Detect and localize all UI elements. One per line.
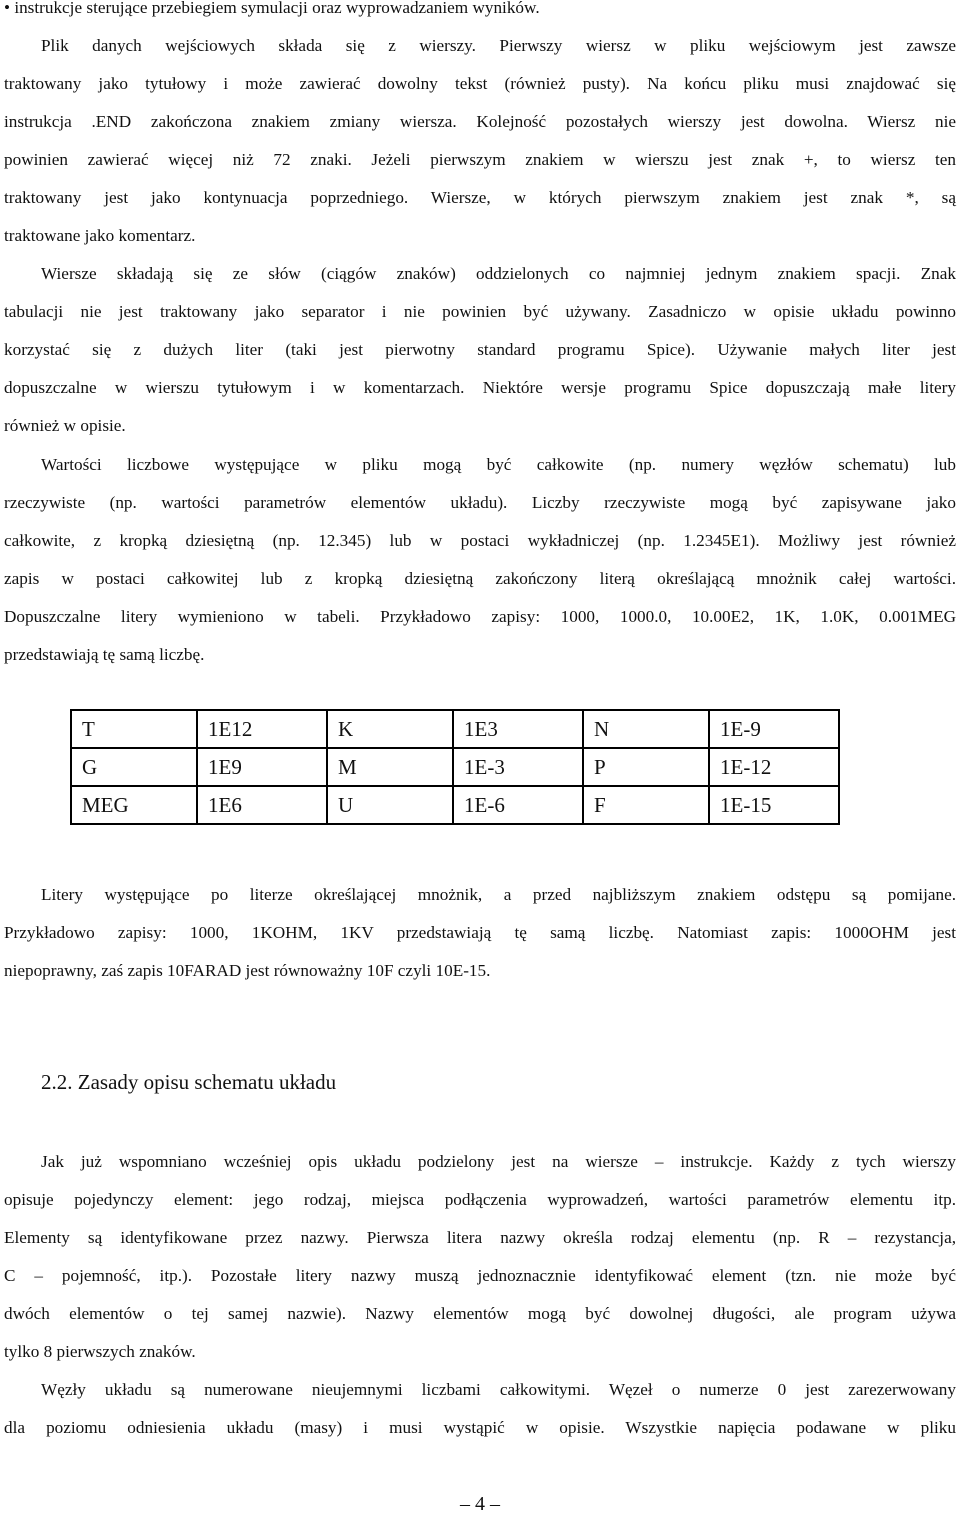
text-line: dla poziomu odniesienia układu (masy) i musi wystąpić w opisie. Wszystkie napięcia podawane w pliku — [4, 1418, 956, 1437]
table-cell: 1E6 — [197, 786, 327, 824]
table-cell: 1E-6 — [453, 786, 583, 824]
table-cell: MEG — [71, 786, 197, 824]
page-number: – 4 – — [460, 1493, 500, 1515]
text-line: Dopuszczalne litery wymieniono w tabeli. Przykładowo zapisy: 1000, 1000.0, 10.00E2, 1K, 1.0K, 0.001MEG — [4, 607, 956, 626]
table-cell: P — [583, 748, 709, 786]
text-line: dwóch elementów o tej samej nazwie). Nazwy elementów mogą być dowolnej długości, ale program używa — [4, 1304, 956, 1323]
table-row — [71, 710, 839, 748]
text-line: Litery występujące po literze określającej mnożnik, a przed najbliższym znakiem odstępu są pomijane. — [41, 885, 956, 904]
table-cell: T — [71, 710, 197, 748]
text-line: tylko 8 pierwszych znaków. — [4, 1342, 196, 1361]
bullet-item: • instrukcje sterujące przebiegiem symulacji oraz wyprowadzaniem wyników. — [4, 0, 540, 17]
text-line: Jak już wspomniano wcześniej opis układu podzielony jest na wiersze – instrukcje. Każdy z tych wierszy — [41, 1152, 956, 1171]
text-line: Węzły układu są numerowane nieujemnymi liczbami całkowitymi. Węzeł o numerze 0 jest zarezerwowany — [41, 1380, 956, 1399]
text-line: traktowany jako tytułowy i może zawierać dowolny tekst (również pusty). Na końcu pliku musi znajdować się — [4, 74, 956, 93]
table-cell: F — [583, 786, 709, 824]
text-line: rzeczywiste (np. wartości parametrów elementów układu). Liczby rzeczywiste mogą być zapisywane jako — [4, 493, 956, 512]
text-line: korzystać się z dużych liter (taki jest pierwotny standard programu Spice). Używanie małych liter jest — [4, 340, 956, 359]
table-cell: N — [583, 710, 709, 748]
text-line: traktowany jest jako kontynuacja poprzedniego. Wiersze, w których pierwszym znakiem jest znak *, są — [4, 188, 956, 207]
text-line: Wiersze składają się ze słów (ciągów znaków) oddzielonych co najmniej jednym znakiem spacji. Znak — [41, 264, 956, 283]
text-line: również w opisie. — [4, 416, 126, 435]
text-line: przedstawiają tę samą liczbę. — [4, 645, 205, 664]
text-line: niepoprawny, zaś zapis 10FARAD jest równoważny 10F czyli 10E-15. — [4, 961, 491, 980]
text-line: tabulacji nie jest traktowany jako separator i nie powinien być używany. Zasadniczo w opisie układu powinno — [4, 302, 956, 321]
table-cell: 1E-12 — [709, 748, 839, 786]
text-line: instrukcja .END zakończona znakiem zmiany wiersza. Kolejność pozostałych wierszy jest dowolna. Wiersz nie — [4, 112, 956, 131]
text-line: Plik danych wejściowych składa się z wierszy. Pierwszy wiersz w pliku wejściowym jest zawsze — [41, 36, 956, 55]
table-cell: 1E-3 — [453, 748, 583, 786]
text-line: całkowite, z kropką dziesiętną (np. 12.345) lub w postaci wykładniczej (np. 1.2345E1). Możliwy jest również — [4, 531, 956, 550]
table-cell: 1E-9 — [709, 710, 839, 748]
table-cell: 1E12 — [197, 710, 327, 748]
text-line: powinien zawierać więcej niż 72 znaki. Jeżeli pierwszym znakiem w wierszu jest znak +, to wiersz ten — [4, 150, 956, 169]
text-line: Przykładowo zapisy: 1000, 1KOHM, 1KV przedstawiają tę samą liczbę. Natomiast zapis: 1000OHM jest — [4, 923, 956, 942]
table-row — [71, 786, 839, 824]
text-line: opisuje pojedynczy element: jego rodzaj, miejsca podłączenia wyprowadzeń, wartości parametrów elementu itp. — [4, 1190, 956, 1209]
text-line: zapis w postaci całkowitej lub z kropką dziesiętną zakończony literą określającą mnożnik całej wartości. — [4, 569, 956, 588]
table-cell: G — [71, 748, 197, 786]
table-cell: 1E-15 — [709, 786, 839, 824]
text-line: Wartości liczbowe występujące w pliku mogą być całkowite (np. numery węzłów schematu) lub — [41, 455, 956, 474]
text-line: Elementy są identyfikowane przez nazwy. Pierwsza litera nazwy określa rodzaj elementu (np. R – rezystancja, — [4, 1228, 956, 1247]
table-row — [71, 748, 839, 786]
table-cell: 1E9 — [197, 748, 327, 786]
table-cell: M — [327, 748, 453, 786]
table-cell: U — [327, 786, 453, 824]
table-cell: 1E3 — [453, 710, 583, 748]
text-line: traktowane jako komentarz. — [4, 226, 196, 245]
text-line: C – pojemność, itp.). Pozostałe litery nazwy muszą jednoznacznie identyfikować element (tzn. nie może być — [4, 1266, 956, 1285]
text-line: dopuszczalne w wierszu tytułowym i w komentarzach. Niektóre wersje programu Spice dopuszczają małe litery — [4, 378, 956, 397]
multiplier-table — [70, 709, 840, 825]
section-heading: 2.2. Zasady opisu schematu układu — [41, 1070, 337, 1094]
table-cell: K — [327, 710, 453, 748]
